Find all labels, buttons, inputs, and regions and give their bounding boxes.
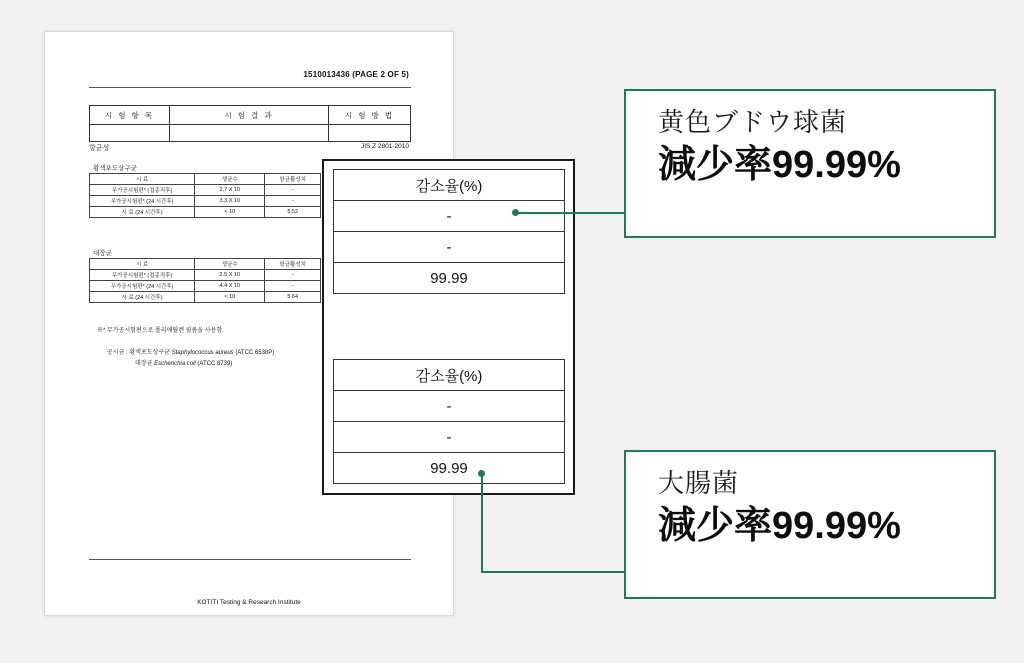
cell-activity: - — [265, 196, 321, 207]
cell-activity: - — [265, 185, 321, 196]
head-cell-item-value — [90, 125, 170, 142]
table-row — [90, 207, 321, 218]
callout-connector-staph — [518, 212, 624, 214]
col-header-sample: 시 료 — [90, 174, 195, 185]
document-bottom-rule — [89, 559, 411, 560]
strain-line-ecoli — [107, 359, 274, 370]
strain-label-ecoli: 대장균 — [135, 361, 153, 367]
col-header-count: 생균수 — [195, 174, 265, 185]
callout-staph — [624, 89, 996, 238]
cell-count: < 10 — [195, 207, 265, 218]
document-top-rule — [89, 87, 411, 88]
col-header-activity: 항균활성치 — [265, 259, 321, 270]
table-row — [90, 259, 321, 270]
callout-title: 大腸菌 — [658, 468, 740, 498]
cell-activity: - — [265, 281, 321, 292]
col-header-activity: 항균활성치 — [265, 174, 321, 185]
head-cell-item: 시 험 항 목 — [90, 106, 170, 125]
document-report-id: 1510013436 (PAGE 2 OF 5) — [303, 70, 409, 79]
zoom-header-reduction-rate: 감소율(%) — [334, 360, 565, 391]
zoom-value-cell: - — [334, 201, 565, 232]
table-row — [334, 360, 565, 391]
cell-count: 3.3 X 10 — [195, 196, 265, 207]
head-cell-result-value — [170, 125, 329, 142]
cell-count: 2.5 X 10 — [195, 270, 265, 281]
strain-name-ecoli: Escherichia coli — [154, 361, 196, 367]
table-row — [90, 185, 321, 196]
cell-count: < 10 — [195, 292, 265, 303]
zoom-value-cell: 99.99 — [334, 263, 565, 294]
table-row — [334, 170, 565, 201]
table-row — [334, 201, 565, 232]
callout-connector-ecoli-horizontal — [481, 571, 624, 573]
callout-connector-ecoli-vertical — [481, 473, 483, 572]
cell-sample: 무가공시험편* (24 시간후) — [90, 196, 195, 207]
group-label-ecoli: 대장균 — [93, 250, 112, 257]
callout-value: 減少率99.99% — [658, 144, 901, 186]
table-row — [90, 281, 321, 292]
group-label-staph: 황색포도상구균 — [93, 165, 137, 172]
strain-code-ecoli: (ATCC 8739) — [197, 361, 233, 367]
col-header-sample: 시 료 — [90, 259, 195, 270]
table-row — [334, 391, 565, 422]
table-row — [334, 232, 565, 263]
table-row — [90, 174, 321, 185]
head-cell-result: 시 험 결 과 — [170, 106, 329, 125]
cell-count: 4.4 X 10 — [195, 281, 265, 292]
col-header-count: 생균수 — [195, 259, 265, 270]
table-row — [90, 125, 411, 142]
cell-sample: 무가공시험편* (24 시간후) — [90, 281, 195, 292]
callout-ecoli — [624, 450, 996, 599]
zoom-table-ecoli — [333, 359, 565, 484]
table-row — [90, 270, 321, 281]
zoom-header-reduction-rate: 감소율(%) — [334, 170, 565, 201]
table-footnote: ※* 무가공시험편으로 폴리에틸렌 필름을 사용함. — [97, 328, 224, 334]
zoom-table-staph — [333, 169, 565, 294]
cell-sample: 시 료 (24 시간후) — [90, 292, 195, 303]
zoom-value-cell: - — [334, 391, 565, 422]
cell-activity: - — [265, 270, 321, 281]
strain-line-staph — [107, 348, 274, 359]
zoom-value-cell: 99.99 — [334, 453, 565, 484]
callout-value: 減少率99.99% — [658, 505, 901, 547]
cell-activity: 5.64 — [265, 292, 321, 303]
strain-code-staph: (ATCC 6538P) — [235, 350, 275, 356]
cell-count: 2.7 X 10 — [195, 185, 265, 196]
result-table-ecoli — [89, 258, 321, 303]
table-row — [90, 292, 321, 303]
table-row — [90, 106, 411, 125]
document-footer-institute: KOTITI Testing & Research Institute — [197, 599, 301, 606]
table-row — [334, 453, 565, 484]
strain-list — [107, 348, 274, 370]
magnified-results-panel — [322, 159, 575, 495]
test-standard-label: JIS Z 2801-2010 — [360, 143, 409, 150]
strain-name-staph: Staphylococcus aureus — [171, 350, 234, 356]
table-row — [334, 263, 565, 294]
table-row — [90, 196, 321, 207]
table-row — [334, 422, 565, 453]
strain-label-staph: 공시균 : 황색포도상구균 — [107, 350, 170, 356]
callout-title: 黄色ブドウ球菌 — [658, 107, 848, 137]
head-cell-method: 시 험 방 법 — [328, 106, 410, 125]
section-label-antibacterial: 항균성 — [89, 145, 110, 152]
cell-sample: 무가공시험편* (접종직후) — [90, 185, 195, 196]
cell-sample: 시 료 (24 시간후) — [90, 207, 195, 218]
head-cell-method-value — [328, 125, 410, 142]
zoom-value-cell: - — [334, 232, 565, 263]
cell-activity: 5.52 — [265, 207, 321, 218]
test-summary-table — [89, 105, 411, 142]
zoom-value-cell: - — [334, 422, 565, 453]
cell-sample: 무가공시험편* (접종직후) — [90, 270, 195, 281]
result-table-staph — [89, 173, 321, 218]
